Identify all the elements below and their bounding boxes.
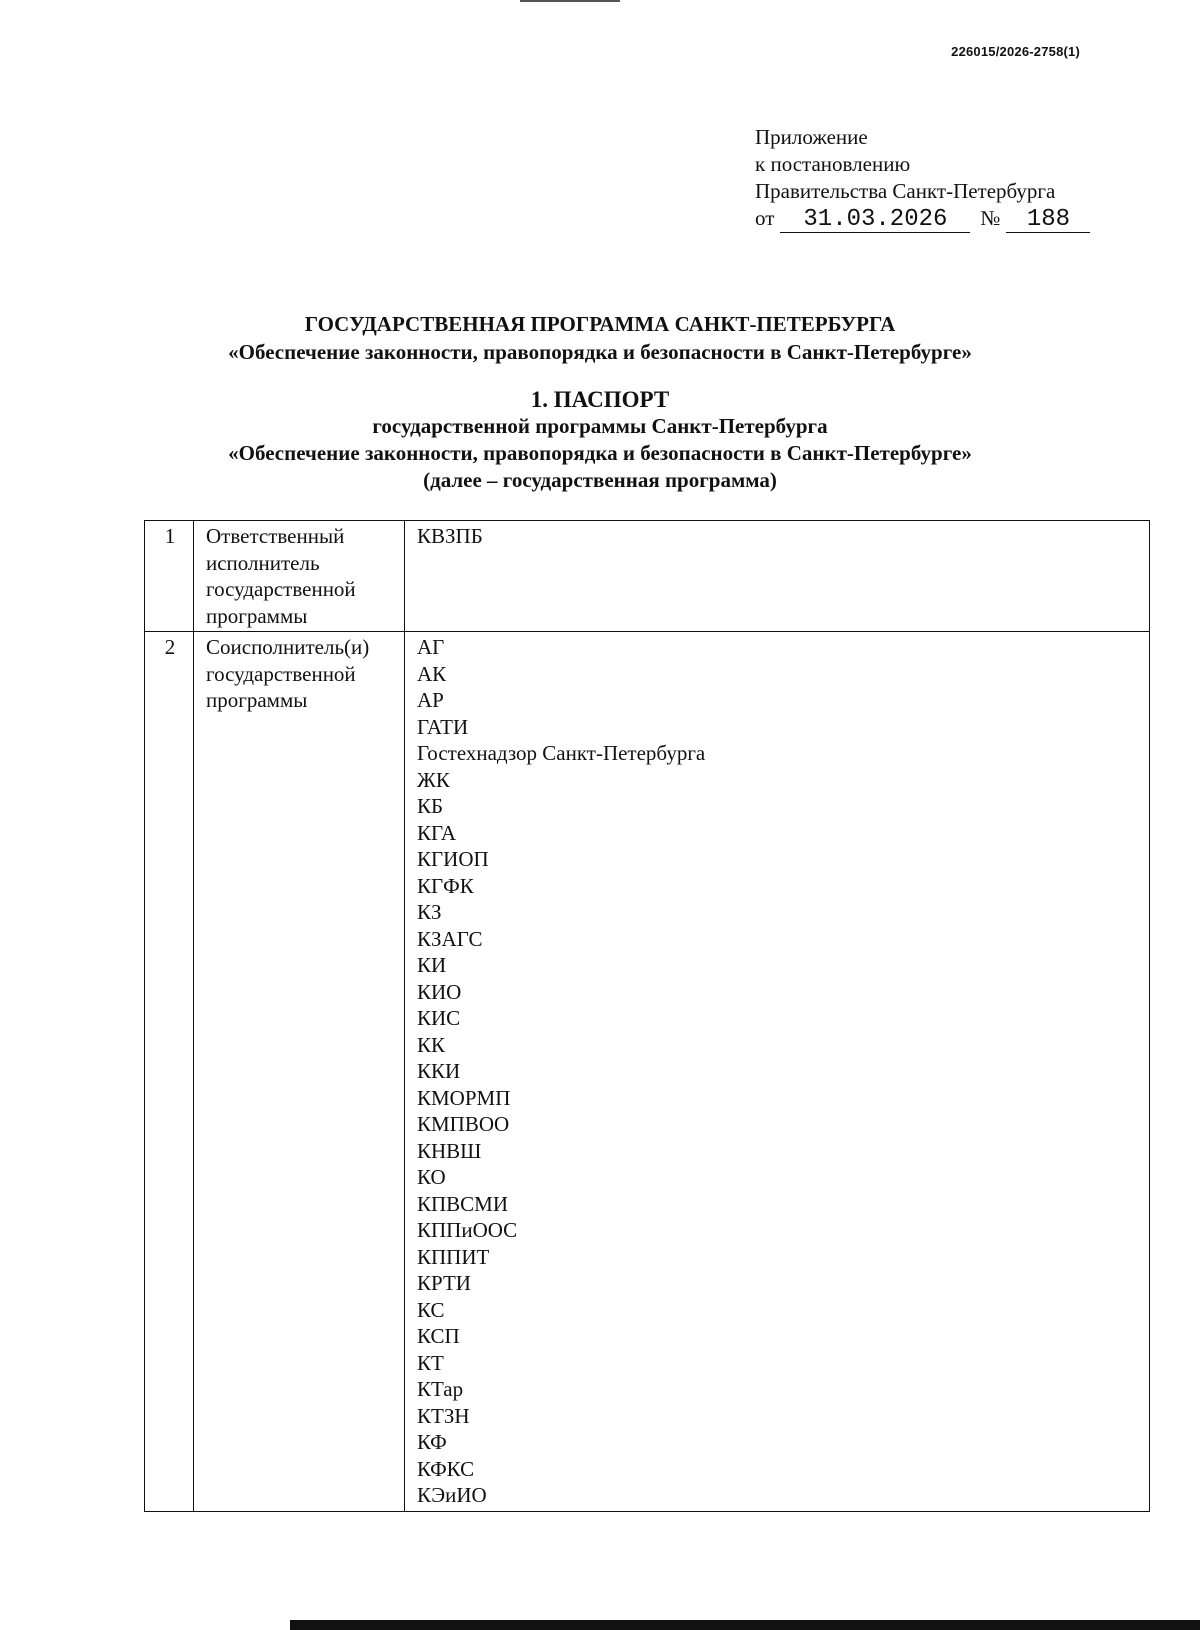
- list-item: КО: [417, 1165, 446, 1189]
- list-item: КПВСМИ: [417, 1191, 509, 1216]
- list-item: КРТИ: [417, 1271, 471, 1295]
- list-item: КППИТ: [417, 1244, 490, 1269]
- row-parameter-name: Ответственный исполнитель государственной программы: [194, 521, 405, 632]
- table-row: [145, 632, 1150, 1512]
- list-item: КГФК: [417, 873, 474, 898]
- row-value-cell: [405, 632, 1150, 1512]
- list-item: КЗАГС: [417, 926, 483, 951]
- list-item: КГА: [417, 820, 457, 845]
- program-title-subtitle: «Обеспечение законности, правопорядка и безопасности в Санкт-Петербурге»: [228, 340, 972, 364]
- list-item: ГАТИ: [417, 714, 469, 739]
- list-item: АК: [417, 661, 447, 686]
- table-row: [145, 521, 1150, 632]
- passport-line-2: государственной программы Санкт-Петербурга: [372, 414, 828, 438]
- passport-line-4: (далее – государственная программа): [423, 468, 777, 492]
- list-item: Гостехнадзор Санкт-Петербурга: [417, 741, 706, 765]
- list-item: КНВШ: [417, 1138, 482, 1163]
- list-item: КТар: [417, 1377, 464, 1401]
- list-item: КК: [417, 1032, 446, 1057]
- list-item: КЗ: [417, 900, 442, 924]
- list-item: КСП: [417, 1324, 460, 1348]
- list-item: КС: [417, 1297, 445, 1322]
- document-id: 226015/2026-2758(1): [951, 44, 1080, 59]
- appendix-line-1: Приложение: [755, 125, 868, 149]
- list-item: КЭиИО: [417, 1483, 487, 1507]
- row-number: 1: [145, 521, 194, 632]
- number-label: №: [980, 206, 1001, 230]
- appendix-line-3: Правительства Санкт-Петербурга: [755, 179, 1056, 203]
- appendix-block: [755, 124, 1090, 233]
- passport-title: [0, 386, 1200, 494]
- row-value-cell: [405, 521, 1150, 632]
- resolution-date: 31.03.2026: [780, 208, 970, 233]
- resolution-number: 188: [1006, 208, 1090, 233]
- appendix-line-2: к постановлению: [755, 152, 911, 176]
- list-item: ЖК: [417, 767, 450, 792]
- passport-table: [144, 520, 1150, 1512]
- list-item: КППиООС: [417, 1218, 518, 1242]
- list-item: КБ: [417, 794, 444, 818]
- list-item: КИО: [417, 979, 462, 1004]
- list-item: АР: [417, 688, 444, 712]
- list-item: КФ: [417, 1430, 447, 1454]
- list-item: КФКС: [417, 1456, 475, 1481]
- list-item: КМПВОО: [417, 1112, 510, 1136]
- list-item: КГИОП: [417, 847, 489, 871]
- list-item: КИ: [417, 953, 447, 977]
- list-item: КИС: [417, 1006, 461, 1030]
- page-bottom-edge: [290, 1620, 1200, 1630]
- row-parameter-name: Соисполнитель(и) государственной программы: [194, 632, 405, 1512]
- list-item: КМОРМП: [417, 1085, 511, 1110]
- program-title: [0, 310, 1200, 366]
- list-item: КВЗПБ: [417, 524, 483, 548]
- appendix-date-line: [755, 205, 1090, 233]
- scan-mark: [520, 0, 620, 5]
- list-item: АГ: [417, 635, 445, 659]
- list-item: КТ: [417, 1350, 444, 1375]
- program-title-main: ГОСУДАРСТВЕННАЯ ПРОГРАММА САНКТ-ПЕТЕРБУРГА: [304, 312, 896, 336]
- passport-line-3: «Обеспечение законности, правопорядка и безопасности в Санкт-Петербурге»: [228, 441, 972, 465]
- passport-heading: 1. ПАСПОРТ: [530, 387, 670, 412]
- row-number: 2: [145, 632, 194, 1512]
- from-label: от: [755, 206, 775, 230]
- list-item: КТЗН: [417, 1403, 470, 1428]
- list-item: ККИ: [417, 1059, 461, 1083]
